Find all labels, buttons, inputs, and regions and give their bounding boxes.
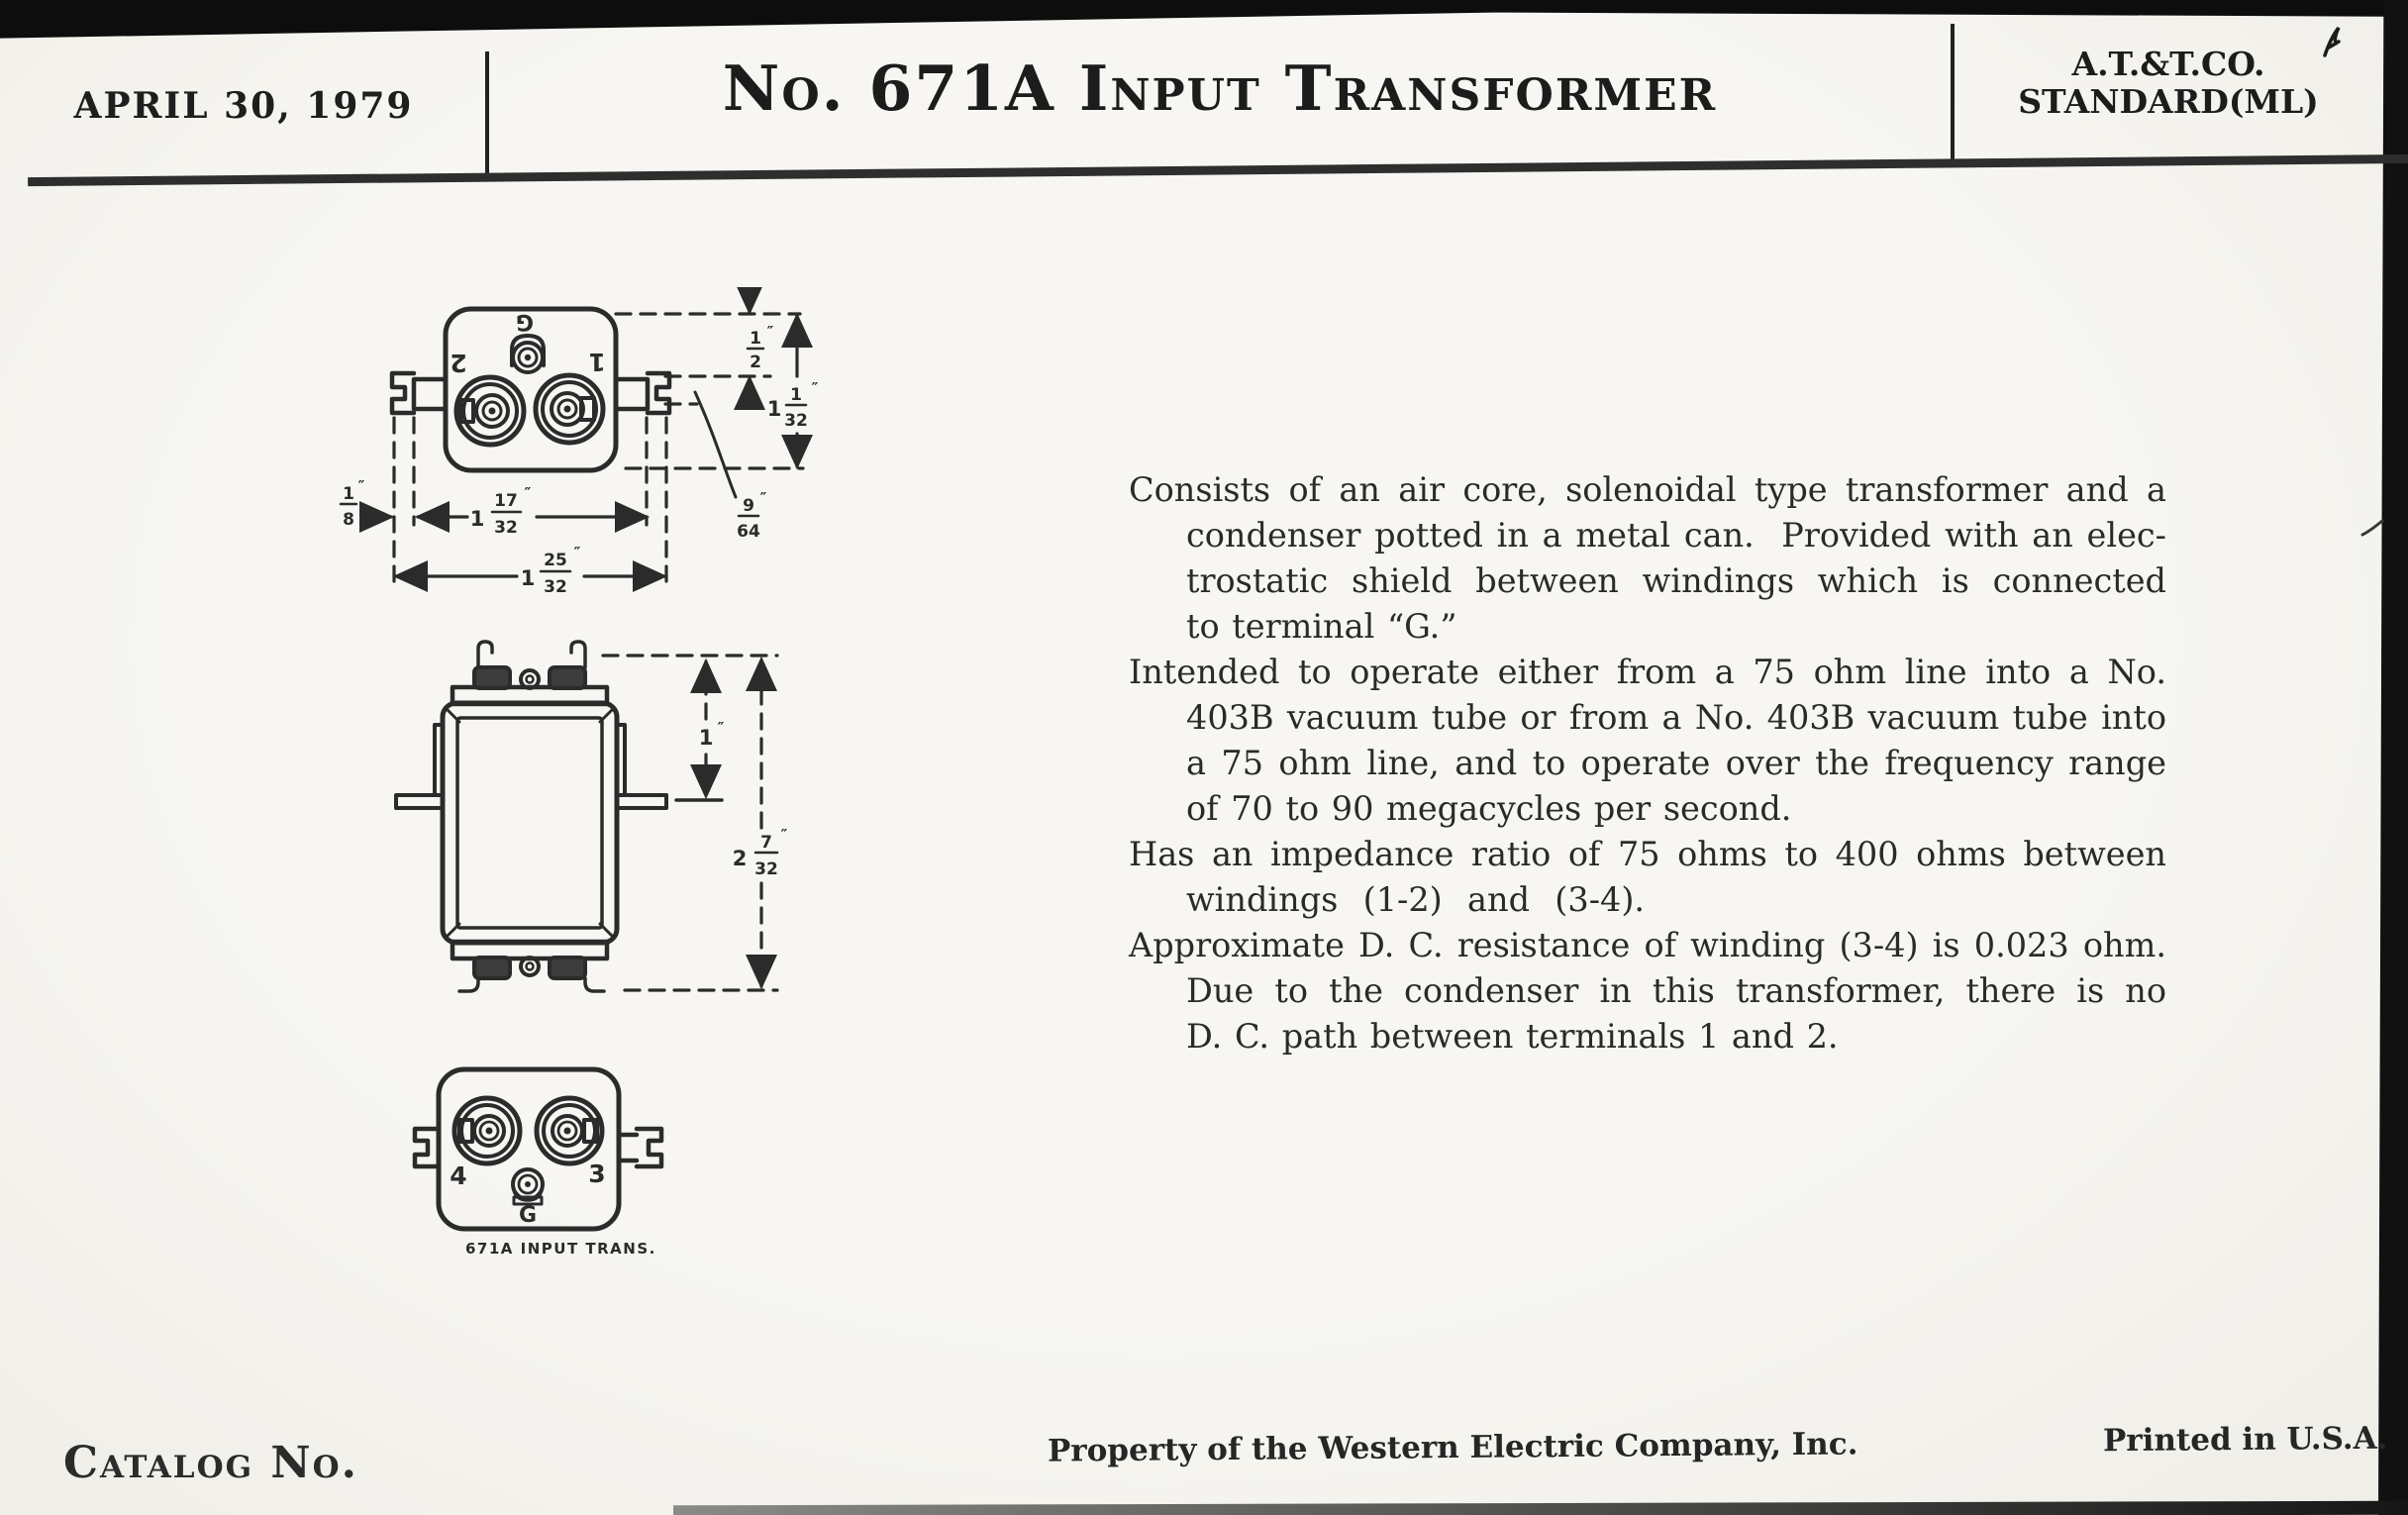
- svg-text:1: 1: [520, 566, 536, 590]
- drawing-top-view: [327, 287, 832, 619]
- svg-text:″: ″: [780, 826, 788, 844]
- svg-text:7: 7: [760, 833, 772, 853]
- svg-text:1: 1: [469, 507, 485, 531]
- ink-mark-right-edge: [2360, 517, 2386, 543]
- terminal-4-label: 4: [450, 1162, 467, 1190]
- drawing-side-view: [391, 634, 807, 1030]
- bottom-lug-left: [459, 978, 478, 991]
- svg-text:″: ″: [811, 379, 819, 397]
- mounting-fork-left: [392, 373, 414, 413]
- dim-1-8-inch: [343, 477, 365, 530]
- svg-text:″: ″: [717, 719, 725, 737]
- paragraph: [1129, 832, 2166, 923]
- terminal-1: [536, 375, 603, 443]
- side-bracket-left-riser: [435, 725, 443, 795]
- svg-text:1: 1: [766, 397, 782, 421]
- description-paragraphs: [1129, 467, 2166, 1060]
- svg-text:2: 2: [750, 353, 761, 372]
- svg-text:″: ″: [357, 477, 365, 495]
- svg-text:32: 32: [754, 859, 778, 879]
- catalog-no-label: Catalog No.: [63, 1438, 358, 1488]
- svg-text:32: 32: [494, 518, 518, 538]
- svg-text:8: 8: [343, 510, 354, 530]
- paragraph: [1129, 923, 2166, 1060]
- svg-text:32: 32: [784, 411, 808, 431]
- paragraph: [1129, 650, 2166, 832]
- ground-terminal: [513, 1169, 543, 1204]
- bottom-terminal-left: [474, 958, 510, 978]
- top-lug-left: [478, 642, 492, 667]
- svg-text:1: 1: [750, 329, 761, 349]
- terminal-3: [537, 1098, 602, 1163]
- terminal-2: [456, 377, 524, 445]
- printed-in-usa: Printed in U.S.A.: [2102, 1420, 2388, 1460]
- ground-label: G: [518, 1203, 538, 1228]
- top-terminal-right: [550, 667, 585, 688]
- dim-1-inch: [699, 719, 725, 750]
- paragraph-line: a 75 ohm line, and to operate over the frequency range: [1186, 744, 2166, 782]
- terminal-1-label: 1: [588, 348, 606, 376]
- mounting-fork-right: [648, 373, 669, 413]
- top-lug-right: [571, 642, 585, 667]
- paragraph-line: 403B vacuum tube or from a No. 403B vacuum tube into: [1186, 698, 2166, 737]
- scan-edge-top: [0, 0, 2408, 42]
- paragraph-line: trostatic shield between windings which is connected: [1186, 561, 2166, 600]
- terminal-2-label: 2: [450, 349, 467, 377]
- drawing-caption: 671A INPUT TRANS.: [465, 1240, 656, 1258]
- ground-label: G: [515, 309, 535, 334]
- mounting-tab-right: [616, 379, 648, 409]
- svg-text:″: ″: [573, 544, 581, 561]
- mounting-tab-left: [414, 379, 446, 409]
- paragraph-line: Approximate D. C. resistance of winding (3-4) is 0.023 ohm.: [1129, 926, 2166, 964]
- scan-edge-right: [2378, 0, 2408, 1515]
- header-divider-right: [1951, 24, 1955, 162]
- paragraph-line: D. C. path between terminals 1 and 2.: [1186, 1017, 1839, 1056]
- issue-date: APRIL 30, 1979: [73, 85, 414, 127]
- paragraph-line: windings (1-2) and (3-4).: [1186, 880, 1646, 919]
- svg-text:1: 1: [343, 484, 354, 504]
- svg-text:64: 64: [737, 522, 760, 542]
- can-body: [443, 703, 617, 943]
- property-line: Property of the Western Electric Company, Inc.: [1047, 1426, 1858, 1469]
- paragraph-line: Has an impedance ratio of 75 ohms to 400 ohms between: [1129, 835, 2166, 873]
- page-title: No. 671A Input Transformer: [722, 51, 1718, 125]
- org-standard: STANDARD(ML): [2018, 82, 2319, 121]
- paragraph-line: Due to the condenser in this transformer, there is no: [1186, 971, 2166, 1010]
- bottom-lug-right: [585, 978, 604, 991]
- svg-text:2: 2: [732, 847, 748, 870]
- paragraph: [1129, 467, 2166, 650]
- terminal-4: [454, 1098, 520, 1163]
- leader-9-64: [695, 392, 736, 497]
- paragraph-line: of 70 to 90 megacycles per second.: [1186, 789, 1792, 828]
- mounting-fork-right: [637, 1129, 661, 1166]
- svg-text:32: 32: [544, 577, 567, 597]
- mounting-fork-left: [415, 1129, 439, 1166]
- org-block: [1970, 46, 2366, 121]
- svg-text:9: 9: [743, 496, 754, 516]
- svg-text:″: ″: [766, 323, 774, 341]
- paragraph-line: condenser potted in a metal can. Provided with an elec-: [1186, 516, 2166, 555]
- org-name: A.T.&T.CO.: [2071, 45, 2265, 83]
- paragraph-line: Consists of an air core, solenoidal type transformer and a: [1129, 470, 2166, 509]
- can-inner-frame: [457, 718, 602, 928]
- paragraph-line: to terminal “G.”: [1186, 607, 1457, 646]
- header-rule: [28, 154, 2408, 186]
- terminal-3-label: 3: [588, 1160, 606, 1188]
- svg-text:25: 25: [544, 551, 567, 570]
- top-terminal-left: [474, 667, 510, 688]
- scan-edge-bottom: [673, 1501, 2408, 1515]
- svg-text:17: 17: [494, 491, 518, 511]
- svg-text:1: 1: [698, 726, 714, 750]
- ink-mark-top-right: [2317, 22, 2351, 61]
- bottom-terminal-right: [550, 958, 585, 978]
- svg-text:″: ″: [759, 489, 767, 507]
- svg-text:1: 1: [790, 385, 802, 405]
- side-bracket-right-riser: [617, 725, 625, 795]
- paragraph-line: Intended to operate either from a 75 ohm line into a No.: [1129, 653, 2166, 691]
- drawing-bottom-view: [411, 1050, 718, 1262]
- svg-text:″: ″: [524, 484, 532, 502]
